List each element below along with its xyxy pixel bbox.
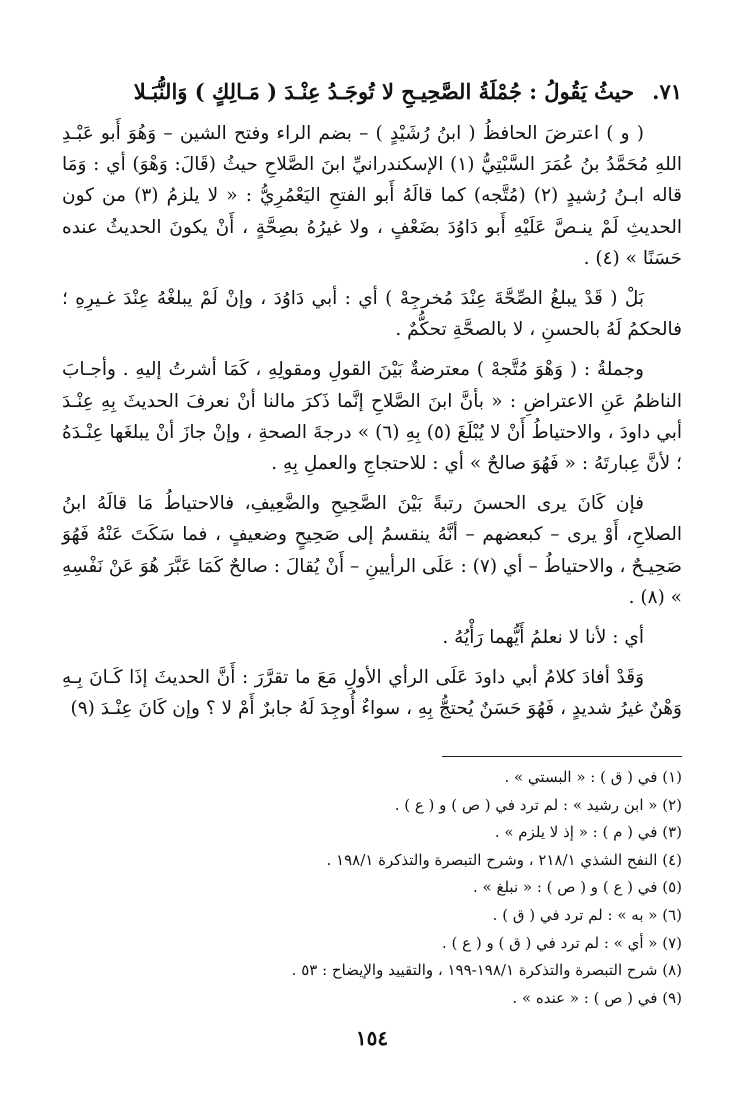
footnote-item: (٢) « ابن رشيد » : لم ترد في ( ص ) و ( ع ) . (394, 795, 682, 814)
body-paragraph: وجملةُ : ( وَهْوَ مُتَّجهْ ) معترضةٌ بَيْنَ القولِ ومقولِهِ ، كَمَا أشرتُ إليهِ . وأجـابَ الناظمُ عَنِ الاعتراضِ : « بأنَّ ابنَ الصَّلاحِ إنَّما ذَكرَ مالنا أنْ نعرفَ الحديثَ بِهِ عِنْـدَ أبي داودَ ، والاحتياطُ أَنْ لا يُبْلَغَ (٥) بِهِ (٦) » درجةَ الصحةِ ، وإنْ جازَ أنْ يبلغَها عِنْـدَهُ ؛ لأنَّ عِبارتَهُ : « فَهُوَ صالحٌ » أي : للاحتجاجِ والعملِ بِهِ . (62, 359, 683, 475)
footnote-item: (٤) النفح الشذي ٢١٨/١ ، وشرح التبصرة والتذكرة ١٩٨/١ . (326, 850, 682, 869)
body-paragraph: وَقَدْ أفادَ كلامُ أبي داودَ عَلَى الرأي الأولِ مَعَ ما تقرَّرَ : أَنَّ الحديثَ إذَا كَـانَ بِـهِ وَهْنٌ غيرُ شديدٍ ، فَهُوَ حَسَنٌ يُحتجُّ بِهِ ، سواءٌ أُوجِدَ لَهُ جابرٌ أَمْ لا ؟ وإن كَانَ عِنْـدَ (٩) (62, 667, 682, 720)
verse-number: ٧١. (652, 79, 682, 104)
footnotes-list (62, 764, 682, 1012)
footnote-item: (٦) « به » : لم ترد في ( ق ) . (492, 905, 682, 924)
footnote-separator (442, 756, 682, 757)
footnote-item: (٣) في ( م ) : « إذ لا يلزم » . (494, 823, 682, 842)
body-paragraph: فإن كَانَ يرى الحسنَ رتبةً بَيْنَ الصَّحِيحِ والضَّعِيفِ، فالاحتياطُ مَا قالَهُ ابنُ الصلاحِ، أَوْ يرى – كبعضهم – أنَّهُ ينقسمُ إلى صَحِيحٍ وضعيفٍ ، فما سَكَتَ عَنْهُ فَهُوَ صَحِيـحٌ ، والاحتياطُ – أي (٧) : عَلَى الرأيينِ – أَنْ يُقالَ : صالحٌ كَمَا عَبَّرَ هُوَ عَنْ نَفْسِهِ » (٨) . (62, 493, 682, 608)
body-paragraph: بَلْ ( قَدْ يبلغُ الصِّحَّةَ عِنْدَ مُخرجِهْ ) أي : أبي دَاوُدَ ، وإنْ لَمْ يبلغْهُ عِنْدَ غـيرِهِ ؛ فالحكمُ لَهُ بالحسنِ ، لا بالصحَّةِ تحكُّمٌ . (62, 288, 682, 341)
footnote-item: (٨) شرح التبصرة والتذكرة ١٩٨/١-١٩٩ ، والتقييد والإيضاح : ٥٣ . (291, 961, 682, 980)
page-number: ١٥٤ (355, 1026, 389, 1050)
footnote-item: (٩) في ( ص ) : « عنده » . (512, 988, 682, 1007)
verse-header (62, 76, 682, 108)
commentary-body (62, 118, 682, 734)
footnote-item: (٥) في ( ع ) و ( ص ) : « نبلغ » . (473, 878, 682, 897)
body-paragraph: ( و ) اعترضَ الحافظُ ( ابنُ رُشَيْدٍ ) – بضم الراء وفتح الشين – وَهُوَ أَبو عَبْـدِ اللهِ مُحَمَّدُ بنُ عُمَرَ السَّبْتِيُّ (١) الإسكندرانيِّ ابنَ الصَّلاحِ حيثُ (قَالَ: وَهْوَ) أي : وَمَا قاله ابـنُ رُشيدٍ (٢) (مُتَّجه) كما قالَهُ أَبو الفتحِ اليَعْمُرِيُّ : « لا يلزمُ (٣) من كون الحديثِ لَمْ ينـصَّ عَلَيْهِ أَبو دَاوُدَ بضَعْفٍ ، ولا غيرُهُ بصِحَّةٍ ، أَنْ يكونَ الحديثُ عنده حَسَنًا » (٤) . (62, 123, 683, 269)
book-page (62, 0, 682, 1095)
verse-title: حيثُ يَقُولُ : جُمْلَةُ الصَّحِيـحِ لا تُوجَـدُ عِنْـدَ ( مَـالِكٍ ) وَالنُّبَـلا (133, 79, 635, 104)
body-paragraph: أي : لأنا لا نعلمُ أَيُّهما رَأْيُهُ . (442, 627, 644, 649)
footnote-item: (١) في ( ق ) : « البستي » . (504, 768, 682, 786)
footnote-item: (٧) « أي » : لم ترد في ( ق ) و ( ع ) . (442, 933, 682, 952)
